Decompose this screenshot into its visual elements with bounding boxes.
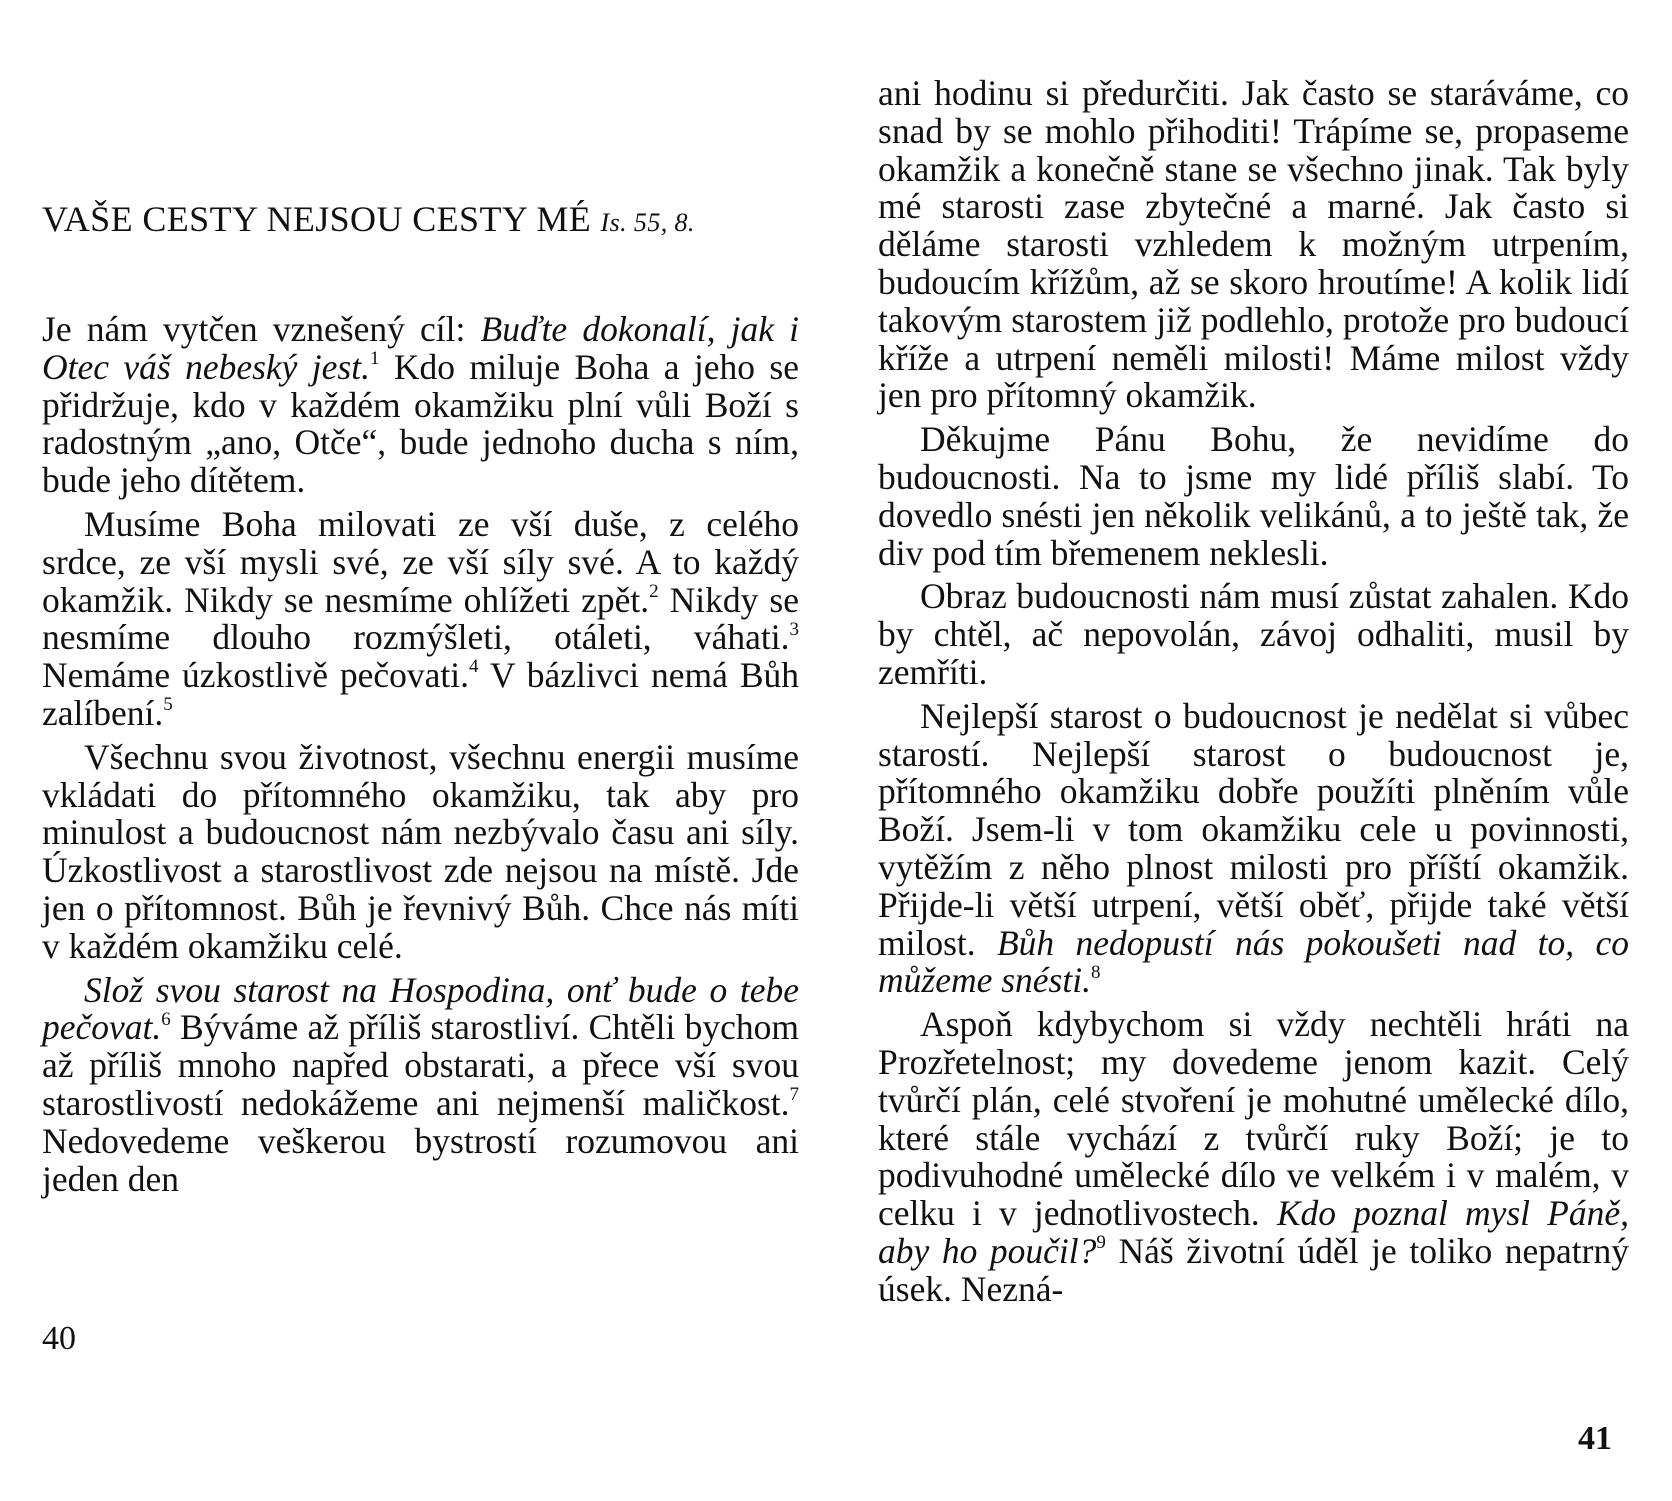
paragraph — [42, 736, 799, 966]
text-run: Obraz budoucnosti nám musí zůstat zahalen. Kdo by chtěl, ač nepovolán, závoj odhaliti, musil by zemříti. — [878, 576, 1629, 692]
text-run: Je nám vytčen vznešený cíl: — [42, 309, 481, 349]
paragraph — [878, 75, 1629, 415]
text-run: Nemáme úzkostlivě pečovati. — [42, 655, 470, 696]
page-number-right: 41 — [1578, 1420, 1612, 1457]
footnote-marker: 4 — [469, 656, 479, 678]
chapter-heading — [42, 198, 695, 240]
paragraph — [878, 578, 1629, 691]
footnote-marker: 1 — [370, 347, 380, 369]
heading-scripture-reference: Is. 55, 8. — [600, 208, 695, 237]
footnote-marker: 8 — [1090, 961, 1101, 983]
text-run: Nejlepší starost o budoucnost je nedělat si vůbec starostí. Nejlepší starost o budoucnost je, přítomného okamžiku dobře použíti plněním vůle Boží. Jsem-li v tom okamžiku cele u povinnosti, vytěžím z něho plnost milosti pro příští okamžik. Přijde-li větší utrpení, větší oběť, přijde také větší milost. — [878, 695, 1629, 963]
text-run: Musíme Boha milovati ze vší duše, z celého srdce, ze vší mysli své, ze vší síly své. A to každý okamžik. Nikdy se nesmíme ohlížeti zpět. — [42, 503, 799, 620]
right-text-column — [878, 75, 1629, 1309]
paragraph — [42, 311, 799, 500]
italic-quote: Kdo poznal mysl Páně, aby ho poučil? — [878, 1193, 1629, 1271]
text-run: Býváme až příliš starostliví. Chtěli bychom až příliš mnoho napřed obstarati, a přece vší svou starostlivostí nedokážeme ani nejmenší maličkost. — [42, 1007, 799, 1123]
paragraph — [42, 969, 799, 1199]
footnote-marker: 2 — [649, 580, 659, 602]
paragraph — [878, 421, 1629, 572]
italic-quote: Buďte dokonalí, jak i Otec váš nebeský jest. — [42, 309, 799, 387]
paragraph — [42, 503, 799, 733]
footnote-marker: 5 — [163, 694, 173, 716]
left-text-column — [42, 311, 799, 1198]
heading-title: VAŠE CESTY NEJSOU CESTY MÉ — [42, 199, 592, 239]
text-run: ani hodinu si předurčiti. Jak často se staráváme, co snad by se mohlo přihoditi! Trápíme se, propaseme okamžik a konečně stane se všechno jinak. Tak byly mé starosti zase zbytečné a marné. Jak často si děláme starosti vzhledem k možným utrpením, budoucím křížům, až se skoro hroutíme! A kolik lidí takovým starostem již podlehlo, protože pro budoucí kříže a utrpení neměli milosti! Máme milost vždy jen pro přítomný okamžik. — [878, 73, 1629, 416]
text-run: Děkujme Pánu Bohu, že nevidíme do budoucnosti. Na to jsme my lidé příliš slabí. To dovedlo snésti jen několik velikánů, a to ještě tak, že div pod tím břemenem neklesli. — [878, 419, 1629, 573]
paragraph — [878, 695, 1629, 1001]
footnote-marker: 9 — [1096, 1232, 1106, 1254]
footnote-marker: 3 — [789, 618, 799, 640]
paragraph — [878, 1006, 1629, 1308]
text-run: Aspoň kdybychom si vždy nechtěli hráti na Prozřetelnost; my dovedeme jenom kazit. Celý tvůrčí plán, celé stvoření je mohutné umělecké dílo, které stále vychází z tvůrčí ruky Boží; je to podivuhodné umělecké dílo ve velkém i v malém, v celku i v jednotlivostech. — [878, 1004, 1629, 1234]
page-number-left: 40 — [42, 1320, 76, 1357]
text-run: Nikdy se nesmíme dlouho rozmýšleti, otáleti, váhati. — [42, 579, 799, 658]
text-run: Náš životní úděl je toliko nepatrný úsek. Nezná- — [878, 1230, 1629, 1309]
text-run: Všechnu svou životnost, všechnu energii musíme vkládati do přítomného okamžiku, tak aby pro minulost a budoucnost nám nezbývalo času ani síly. Úzkostlivost a starostlivost zde nejsou na místě. Jde jen o přítomnost. Bůh je řevnivý Bůh. Chce nás míti v každém okamžiku celé. — [42, 736, 799, 966]
text-run: Nedovedeme veškerou bystrostí rozumovou ani jeden den — [42, 1120, 799, 1199]
italic-quote: Bůh nedopustí nás pokoušeti nad to, co můžeme snésti. — [878, 922, 1629, 1001]
footnote-marker: 7 — [789, 1084, 799, 1106]
text-run: Kdo miluje Boha a jeho se přidržuje, kdo v každém okamžiku plní vůli Boží s radostným „ano, Otče“, bude jednoho ducha s ním, bude jeho dítětem. — [42, 346, 799, 501]
italic-quote: Slož svou starost na Hospodina, onť bude o tebe pečovat. — [42, 969, 799, 1048]
footnote-marker: 6 — [161, 1008, 171, 1030]
text-run: V bázlivci nemá Bůh zalíbení. — [42, 655, 799, 733]
